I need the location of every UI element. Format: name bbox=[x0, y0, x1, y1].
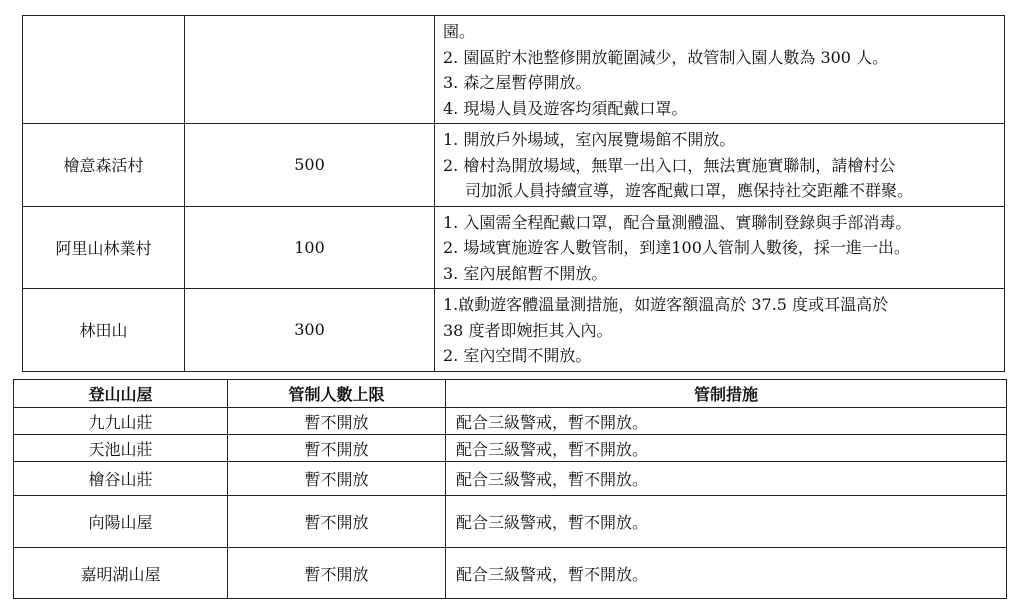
table-row bbox=[23, 206, 1005, 289]
table-row bbox=[23, 289, 1005, 372]
measure-line: 2. 園區貯木池整修開放範圍減少，故管制入園人數為 300 人。 bbox=[443, 47, 889, 67]
measure-line: 1. 入園需全程配戴口罩，配合量測體溫、實聯制登錄與手部消毒。 bbox=[443, 212, 912, 232]
measure-line: 3. 室內展館暫不開放。 bbox=[443, 263, 608, 283]
limit-cell: 暫不開放 bbox=[228, 548, 446, 599]
table-header-row bbox=[14, 380, 1007, 408]
limit-cell: 暫不開放 bbox=[228, 435, 446, 462]
measure-line: 1. 開放戶外場域，室內展覽場館不開放。 bbox=[443, 130, 736, 149]
limit-cell: 300 bbox=[185, 289, 435, 372]
site-name-cell: 阿里山林業村 bbox=[23, 206, 185, 289]
measure-line: 4. 現場人員及遊客均須配戴口罩。 bbox=[443, 98, 688, 118]
site-name-cell bbox=[23, 16, 185, 124]
site-name-cell: 檜意森活村 bbox=[23, 124, 185, 207]
measure-cell: 配合三級警戒，暫不開放。 bbox=[446, 408, 1007, 435]
measure-line: 司加派人員持續宣導，遊客配戴口罩，應保持社交距離不群聚。 bbox=[465, 181, 914, 200]
table-row bbox=[14, 408, 1007, 435]
measure-line: 38 度者即婉拒其入內。 bbox=[443, 320, 613, 340]
cabin-name-cell: 九九山莊 bbox=[14, 408, 228, 435]
table-row bbox=[23, 16, 1005, 124]
column-header-cabin: 登山山屋 bbox=[14, 380, 228, 408]
cabin-name-cell: 向陽山屋 bbox=[14, 496, 228, 548]
measure-line: 2. 檜村為開放場域，無單一出入口，無法實施實聯制，請檜村公 bbox=[443, 155, 896, 175]
measure-line: 1.啟動遊客體溫量測措施，如遊客額溫高於 37.5 度或耳溫高於 bbox=[443, 295, 889, 314]
limit-cell: 暫不開放 bbox=[228, 462, 446, 496]
limit-cell: 暫不開放 bbox=[228, 496, 446, 548]
measure-line: 3. 森之屋暫停開放。 bbox=[443, 73, 592, 92]
measure-cell: 配合三級警戒，暫不開放。 bbox=[446, 462, 1007, 496]
measure-line: 2. 室內空間不開放。 bbox=[443, 346, 592, 365]
table-row bbox=[23, 124, 1005, 207]
measure-cell: 配合三級警戒，暫不開放。 bbox=[446, 496, 1007, 548]
site-name-cell: 林田山 bbox=[23, 289, 185, 372]
measure-line: 2. 場域實施遊客人數管制，到達100人管制人數後，採一進一出。 bbox=[443, 238, 910, 257]
measures-cell bbox=[435, 206, 1005, 289]
cabin-name-cell: 嘉明湖山屋 bbox=[14, 548, 228, 599]
cabin-name-cell: 天池山莊 bbox=[14, 435, 228, 462]
column-header-limit: 管制人數上限 bbox=[228, 380, 446, 408]
measure-cell: 配合三級警戒，暫不開放。 bbox=[446, 435, 1007, 462]
table-row bbox=[14, 462, 1007, 496]
limit-cell: 暫不開放 bbox=[228, 408, 446, 435]
measure-line: 園。 bbox=[443, 22, 476, 41]
limit-cell: 500 bbox=[185, 124, 435, 207]
limit-cell bbox=[185, 16, 435, 124]
measures-cell bbox=[435, 16, 1005, 124]
table-row bbox=[14, 548, 1007, 599]
limit-cell: 100 bbox=[185, 206, 435, 289]
cabin-name-cell: 檜谷山莊 bbox=[14, 462, 228, 496]
measure-cell: 配合三級警戒，暫不開放。 bbox=[446, 548, 1007, 599]
table-row bbox=[14, 496, 1007, 548]
measures-cell bbox=[435, 289, 1005, 372]
mountain-cabin-control-table bbox=[13, 379, 1007, 599]
table-row bbox=[14, 435, 1007, 462]
measures-cell bbox=[435, 124, 1005, 207]
column-header-measures: 管制措施 bbox=[446, 380, 1007, 408]
forest-recreation-control-table bbox=[22, 15, 1005, 372]
